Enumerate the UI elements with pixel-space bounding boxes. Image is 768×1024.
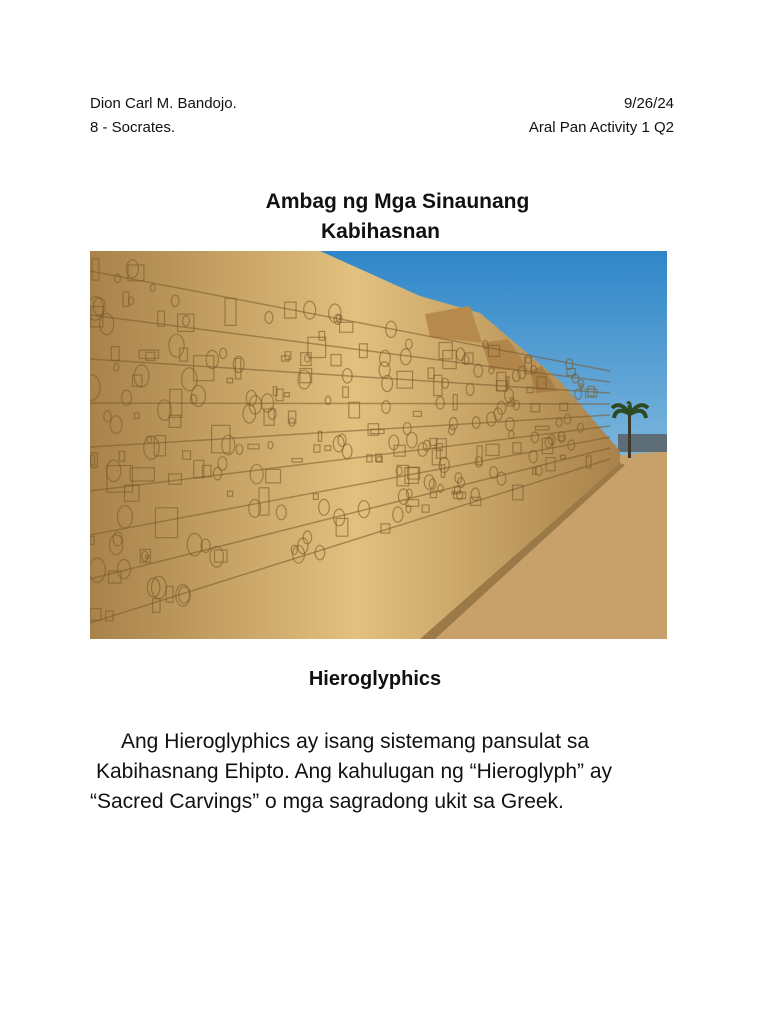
section-heading: Hieroglyphics <box>308 668 442 690</box>
activity-label: Aral Pan Activity 1 Q2 <box>528 119 674 136</box>
student-name: Dion Carl M. Bandojo. <box>90 95 237 112</box>
section-paragraph <box>88 727 678 817</box>
title-line-2: Kabihasnan <box>320 220 441 243</box>
student-section: 8 - Socrates. <box>90 119 176 136</box>
hieroglyph-wall-illustration <box>90 251 667 639</box>
paragraph-line-2: Kabihasnang Ehipto. Ang kahulugan ng “Hieroglyph” ay <box>96 760 613 783</box>
distant-building <box>618 434 667 452</box>
paragraph-line-1: Ang Hieroglyphics ay isang sistemang pansulat sa <box>121 730 590 753</box>
hieroglyph-wall-photo <box>90 251 667 639</box>
paragraph-line-3: “Sacred Carvings” o mga sagradong ukit sa Greek. <box>90 790 564 813</box>
title-line-1: Ambag ng Mga Sinaunang <box>265 190 530 213</box>
document-title <box>200 187 595 247</box>
document-date: 9/26/24 <box>623 95 674 112</box>
